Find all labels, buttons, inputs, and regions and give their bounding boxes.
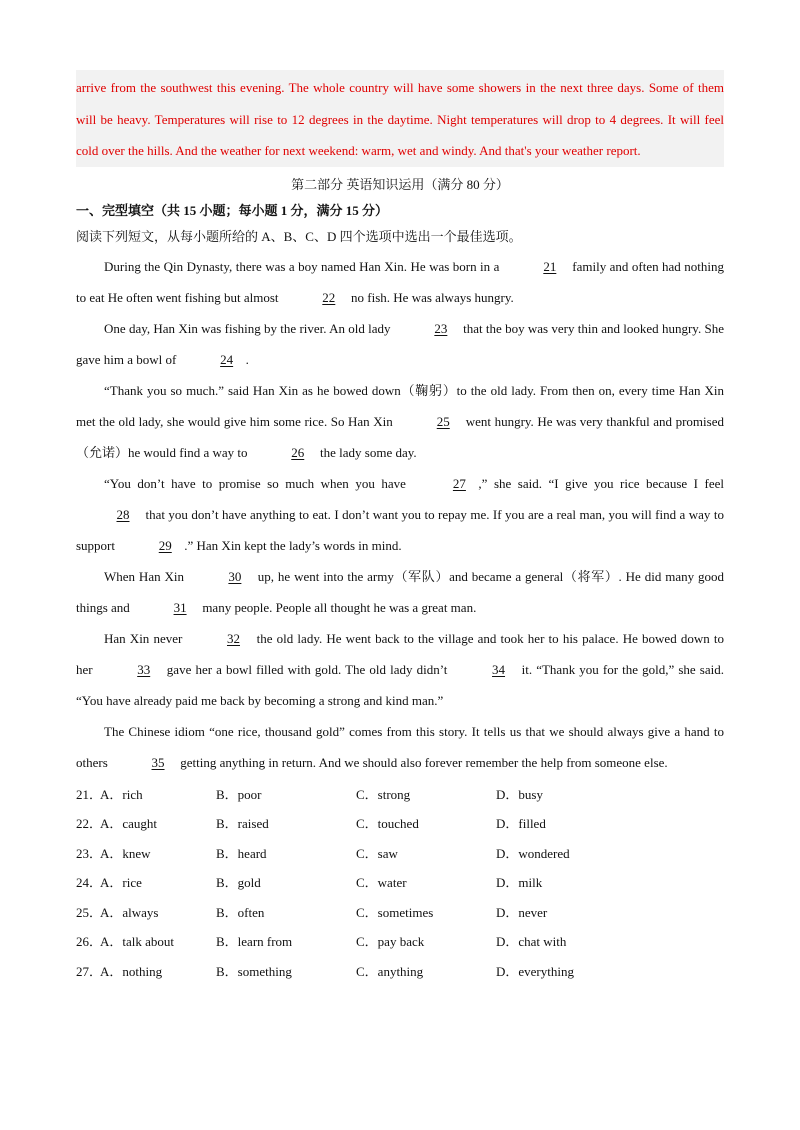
blank-32: 32	[226, 630, 240, 646]
option-b[interactable]: B．something	[216, 964, 292, 980]
option-d[interactable]: D．busy	[496, 786, 543, 802]
blank-28: 28	[116, 506, 130, 522]
passage-text: “Thank you so much.” said Han Xin as he bowed down（鞠躬）to the old lady. From then on, every time Han Xin met the old lady, she would give him some rice. So Han Xin	[76, 382, 724, 429]
passage-text: One day, Han Xin was fishing by the river. An old lady	[104, 320, 394, 336]
blank-29: 29	[158, 537, 172, 553]
option-a[interactable]: A．knew	[100, 845, 151, 861]
blank-24: 24	[220, 351, 234, 367]
passage-text: The Chinese idiom “one rice, thousand gold” comes from this story. It tells us that we should always give a hand to others	[76, 723, 724, 770]
blank-21: 21	[543, 258, 557, 274]
option-b[interactable]: B．often	[216, 904, 265, 920]
passage-paragraph-2	[76, 313, 724, 375]
passage-text: .	[245, 351, 249, 367]
blank-34: 34	[492, 661, 506, 677]
passage-text: that the boy was very thin and looked hungry. She gave him a bowl of	[76, 320, 724, 367]
blank-26: 26	[291, 444, 305, 460]
passage-text: family and often had nothing to eat He often went fishing but almost	[76, 258, 724, 305]
option-d[interactable]: D．filled	[496, 816, 546, 832]
question-number: 21．	[76, 786, 103, 802]
question-number: 22．	[76, 816, 103, 832]
option-row-22	[76, 809, 724, 839]
cloze-passage	[76, 251, 724, 778]
option-b[interactable]: B．raised	[216, 816, 269, 832]
passage-text: no fish. He was always hungry.	[347, 289, 514, 305]
option-row-26	[76, 927, 724, 957]
option-row-23	[76, 839, 724, 869]
passage-paragraph-5	[76, 561, 724, 623]
passage-paragraph-1	[76, 251, 724, 313]
passage-text: gave her a bowl filled with gold. The old lady didn’t	[162, 661, 452, 677]
blank-27: 27	[452, 475, 466, 491]
passage-text: went hungry. He was very thankful and promised（允诺）he would find a way to	[76, 413, 724, 460]
option-b[interactable]: B．poor	[216, 786, 262, 802]
instruction: 阅读下列短文，从每小题所给的 A、B、C、D 四个选项中选出一个最佳选项。	[76, 228, 522, 244]
passage-text: ,” she said. “I give you rice because I feel	[478, 475, 724, 491]
passage-text: the old lady. He went back to the village and took her to his palace. He bowed down to her	[76, 630, 724, 677]
passage-paragraph-7	[76, 716, 724, 778]
option-c[interactable]: C．water	[356, 875, 407, 891]
option-row-21	[76, 780, 724, 810]
option-d[interactable]: D．everything	[496, 964, 574, 980]
section-title: 第二部分 英语知识运用（满分 80 分）	[291, 176, 509, 192]
passage-text: getting anything in return. And we should also forever remember the help from someone else.	[177, 754, 668, 770]
passage-text: the lady some day.	[316, 444, 417, 460]
option-a[interactable]: A．caught	[100, 816, 158, 832]
passage-text: that you don’t have anything to eat. I don’t want you to repay me. If you are a real man, you will find a way to support	[76, 506, 724, 553]
option-b[interactable]: B．learn from	[216, 934, 293, 950]
blank-25: 25	[436, 413, 450, 429]
blank-31: 31	[173, 599, 187, 615]
part-title: 一、完型填空（共 15 小题；每小题 1 分，满分 15 分）	[76, 202, 389, 218]
option-c[interactable]: C．saw	[356, 845, 398, 861]
option-b[interactable]: B．heard	[216, 845, 267, 861]
passage-paragraph-4	[76, 468, 724, 561]
passage-text: up, he went into the army（军队）and became a general（将军）. He did many good things and	[76, 568, 724, 615]
passage-text: .” Han Xin kept the lady’s words in mind.	[184, 537, 402, 553]
blank-35: 35	[151, 754, 165, 770]
passage-text: When Han Xin	[104, 568, 188, 584]
passage-text: it. “Thank you for the gold,” she said. “You have already paid me back by becoming a strong and kind man.”	[76, 661, 724, 708]
option-a[interactable]: A．talk about	[100, 934, 175, 950]
option-a[interactable]: A．nothing	[100, 964, 163, 980]
blank-22: 22	[322, 289, 336, 305]
option-c[interactable]: C．sometimes	[356, 904, 434, 920]
passage-text: During the Qin Dynasty, there was a boy named Han Xin. He was born in a	[104, 258, 503, 274]
option-a[interactable]: A．always	[100, 904, 159, 920]
passage-text: “You don’t have to promise so much when you have	[104, 475, 413, 491]
option-c[interactable]: C．touched	[356, 816, 419, 832]
listening-transcript: arrive from the southwest this evening. The whole country will have some showers in the next three days. Some of them will be heavy. Temperatures will rise to 12 degrees in the daytime. Night temperatures will drop to 4 degrees. It will feel cold over the hills. And the weather for next weekend: warm, wet and windy. And that's your weather report.	[76, 70, 724, 167]
option-d[interactable]: D．never	[496, 904, 548, 920]
option-d[interactable]: D．wondered	[496, 845, 570, 861]
option-a[interactable]: A．rich	[100, 786, 143, 802]
question-number: 25．	[76, 904, 103, 920]
blank-33: 33	[137, 661, 151, 677]
option-row-27	[76, 957, 724, 987]
question-number: 24．	[76, 875, 103, 891]
question-number: 27．	[76, 964, 103, 980]
blank-23: 23	[434, 320, 448, 336]
blank-30: 30	[228, 568, 242, 584]
option-c[interactable]: C．pay back	[356, 934, 425, 950]
exam-page	[76, 70, 724, 987]
option-c[interactable]: C．anything	[356, 964, 424, 980]
option-d[interactable]: D．chat with	[496, 934, 567, 950]
passage-paragraph-3	[76, 375, 724, 468]
option-c[interactable]: C．strong	[356, 786, 411, 802]
question-number: 26．	[76, 934, 103, 950]
option-row-25	[76, 898, 724, 928]
passage-paragraph-6	[76, 623, 724, 716]
answer-options	[76, 780, 724, 987]
option-row-24	[76, 868, 724, 898]
passage-text: Han Xin never	[104, 630, 187, 646]
option-a[interactable]: A．rice	[100, 875, 142, 891]
question-number: 23．	[76, 845, 103, 861]
passage-text: many people. People all thought he was a great man.	[199, 599, 477, 615]
option-d[interactable]: D．milk	[496, 875, 543, 891]
option-b[interactable]: B．gold	[216, 875, 261, 891]
